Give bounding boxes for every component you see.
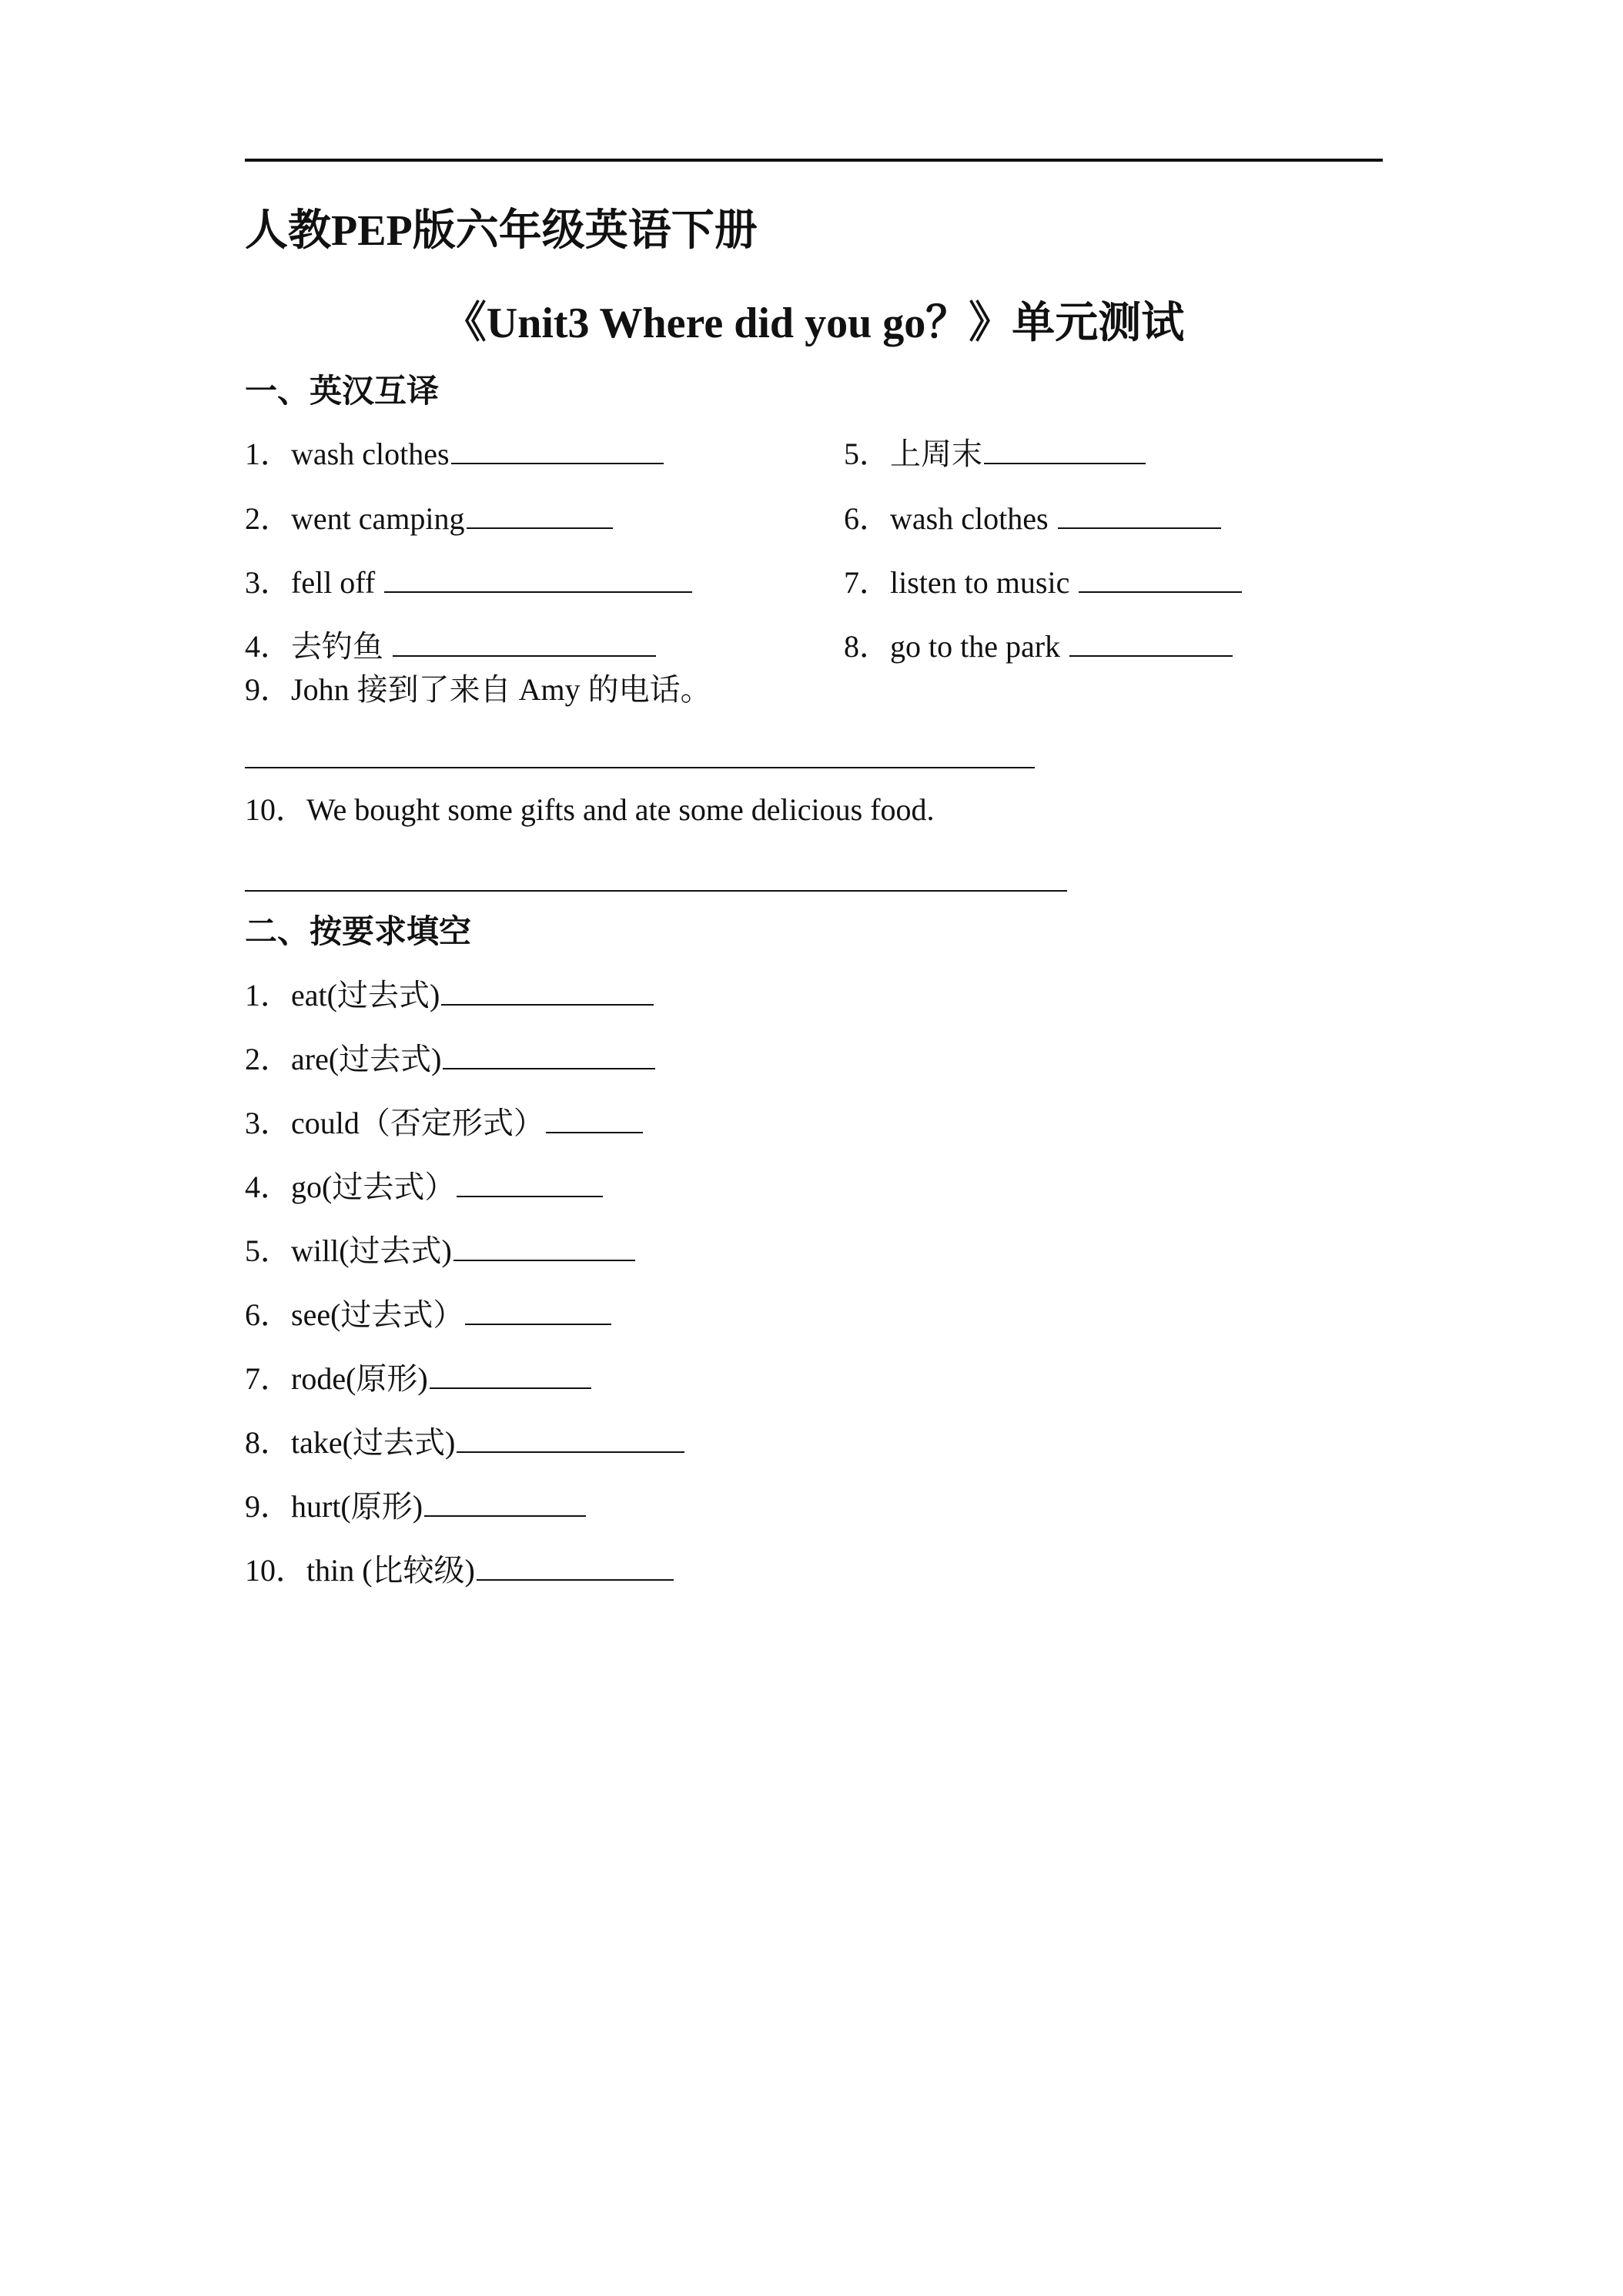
item-number: 8．: [245, 1425, 291, 1460]
item-number: 6．: [245, 1297, 291, 1332]
item-text: thin (比较级): [306, 1553, 475, 1588]
item-text: will(过去式): [291, 1233, 452, 1268]
item-text: eat(过去式): [291, 978, 440, 1012]
item-number: 4．: [245, 629, 291, 664]
translation-item-10: [245, 792, 935, 827]
fill-item-5: [245, 1233, 635, 1268]
item-text: rode(原形): [291, 1361, 428, 1396]
item-text: listen to music: [890, 565, 1078, 600]
item-text: 去钓鱼: [291, 629, 391, 664]
answer-blank[interactable]: [393, 632, 656, 657]
answer-blank[interactable]: [984, 440, 1146, 464]
section-heading-fill-in: 二、按要求填空: [245, 915, 472, 950]
item-text: wash clothes: [291, 437, 450, 471]
translation-item-9: [245, 674, 711, 705]
fill-item-1: [245, 980, 654, 1011]
answer-blank[interactable]: [467, 504, 613, 529]
translation-item-6: [844, 501, 1221, 536]
answer-blank[interactable]: [441, 981, 654, 1006]
answer-blank[interactable]: [1069, 632, 1233, 657]
item-number: 10．: [245, 1553, 306, 1588]
answer-blank[interactable]: [430, 1364, 591, 1389]
item-number: 2．: [245, 1042, 291, 1076]
answer-blank[interactable]: [1058, 504, 1221, 529]
item-text: went camping: [291, 501, 465, 536]
item-number: 5．: [245, 1233, 291, 1268]
page-subtitle: 《Unit3 Where did you go？》单元测试: [443, 300, 1185, 347]
answer-blank[interactable]: [453, 1237, 635, 1261]
fill-item-8: [245, 1427, 684, 1458]
page-title: 人教PEP版六年级英语下册: [245, 207, 758, 255]
answer-blank[interactable]: [384, 568, 692, 593]
item-number: 1．: [245, 437, 291, 471]
item-number: 5．: [844, 437, 890, 471]
item-text: take(过去式): [291, 1425, 456, 1460]
fill-item-4: [245, 1172, 603, 1203]
item-number: 4．: [245, 1170, 291, 1204]
item-text: go to the park: [890, 629, 1069, 664]
answer-line-9[interactable]: [245, 767, 1035, 768]
fill-item-10: [245, 1555, 674, 1586]
fill-item-6: [245, 1297, 611, 1332]
answer-blank[interactable]: [546, 1109, 643, 1133]
item-number: 9．: [245, 1489, 291, 1524]
item-number: 9．: [245, 672, 291, 707]
item-text: could（否定形式）: [291, 1106, 544, 1140]
answer-blank[interactable]: [443, 1045, 655, 1069]
item-text: are(过去式): [291, 1042, 442, 1076]
item-number: 1．: [245, 978, 291, 1012]
item-text: 上周末: [890, 437, 982, 471]
header-rule: [245, 159, 1383, 162]
item-text: John 接到了来自 Amy 的电话。: [291, 672, 711, 707]
item-text: hurt(原形): [291, 1489, 423, 1524]
item-number: 10．: [245, 792, 306, 827]
item-text: wash clothes: [890, 501, 1056, 536]
fill-item-3: [245, 1108, 643, 1139]
answer-blank[interactable]: [477, 1556, 674, 1581]
answer-blank[interactable]: [465, 1300, 611, 1325]
item-text: fell off: [291, 565, 383, 600]
fill-item-2: [245, 1044, 655, 1075]
answer-blank[interactable]: [457, 1428, 684, 1453]
answer-blank[interactable]: [424, 1492, 586, 1517]
item-text: go(过去式）: [291, 1170, 456, 1204]
item-number: 7．: [245, 1361, 291, 1396]
answer-blank[interactable]: [1079, 568, 1242, 593]
translation-item-1: [245, 439, 664, 470]
answer-blank[interactable]: [451, 440, 664, 464]
fill-item-9: [245, 1491, 586, 1522]
answer-blank[interactable]: [457, 1173, 603, 1197]
fill-item-7: [245, 1361, 591, 1396]
answer-line-10[interactable]: [245, 890, 1067, 892]
item-text: see(过去式）: [291, 1297, 464, 1332]
translation-item-2: [245, 501, 613, 536]
item-text: We bought some gifts and ate some delicious food.: [306, 792, 935, 827]
translation-item-7: [844, 567, 1242, 598]
item-number: 3．: [245, 565, 291, 600]
item-number: 6．: [844, 501, 890, 536]
translation-item-3: [245, 567, 692, 598]
section-heading-translation: 一、英汉互译: [245, 374, 440, 410]
item-number: 2．: [245, 501, 291, 536]
item-number: 7．: [844, 565, 890, 600]
translation-item-4: [245, 631, 656, 662]
item-number: 8．: [844, 629, 890, 664]
translation-item-8: [844, 631, 1233, 662]
translation-item-5: [844, 439, 1146, 470]
item-number: 3．: [245, 1106, 291, 1140]
